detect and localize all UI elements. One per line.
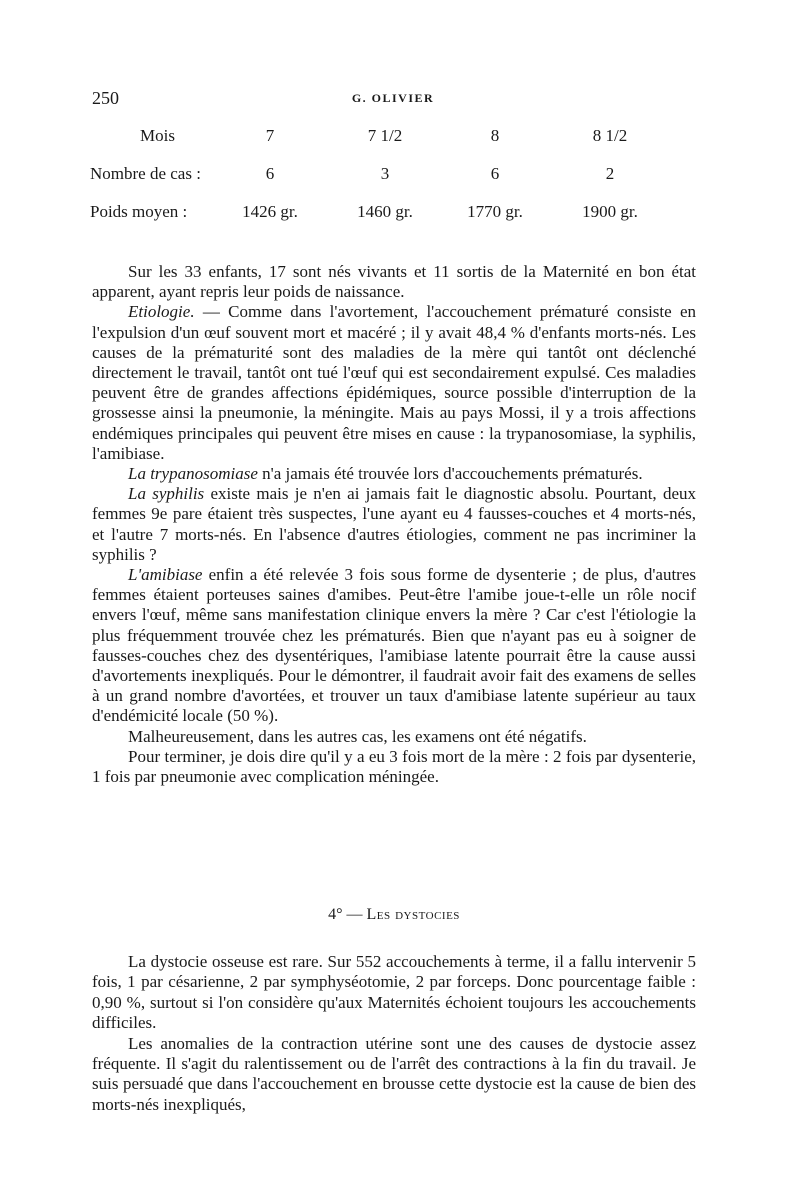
section-dash: — xyxy=(342,906,367,923)
paragraph-label: La trypanosomiase xyxy=(128,464,258,484)
paragraph xyxy=(92,302,696,464)
table-row xyxy=(90,202,710,240)
section-number: 4° xyxy=(328,906,343,923)
table-row xyxy=(90,164,710,202)
table-cell: 1426 gr. xyxy=(242,202,298,221)
table-cell: 6 xyxy=(490,164,500,183)
paragraph-label: L'amibiase xyxy=(128,565,203,585)
paragraph-text: enfin a été relevée 3 fois sous forme de dysenterie ; de plus, d'autres femmes étaient porteuses saines d'amibes. Peut-être l'amibe joue-t-elle un rôle nocif envers l'œuf, même sans manifestation clinique envers la mère ? Car c'est l'étiologie la plus fréquemment trouvée chez les prématurés. Bien que n'ayant pas eu à soigner de fausses-couches chez des dysentériques, l'amibiase latente pourrait être la cause aussi d'avortements inexpliqués. Pour le démontrer, il faudrait avoir fait des examens de selles à un grand nombre d'avortées, et trouver un taux d'amibiase latente supérieur au taux d'endémicité locale (50 %). xyxy=(92,565,696,726)
page-number: 250 xyxy=(92,88,119,108)
paragraph-label: Etiologie. xyxy=(128,302,195,322)
section-title-text: Les dystocies xyxy=(366,906,460,923)
paragraph xyxy=(92,565,696,727)
table-cell: 7 xyxy=(265,126,275,145)
body-text-section xyxy=(92,952,696,1115)
table-cell: 2 xyxy=(605,164,615,183)
paragraph: Malheureusement, dans les autres cas, les examens ont été négatifs. xyxy=(128,726,587,746)
paragraph-text: n'a jamais été trouvée lors d'accouchements prématurés. xyxy=(257,464,643,484)
body-text xyxy=(92,262,696,787)
table-cell: 1770 gr. xyxy=(467,202,523,221)
row-label: Nombre de cas : xyxy=(90,164,201,183)
table-cell: 1900 gr. xyxy=(582,202,638,221)
paragraph xyxy=(92,484,696,565)
section-heading xyxy=(92,906,696,924)
table-cell: 1460 gr. xyxy=(357,202,413,221)
paragraph-text: existe mais je n'en ai jamais fait le diagnostic absolu. Pourtant, deux femmes 9e pare étaient très suspectes, l'une ayant eu 4 fausses-couches et 4 morts-nés, et l'autre 7 morts-nés. En l'absence d'autres étiologies, comment ne pas incriminer la syphilis ? xyxy=(92,484,696,564)
paragraph: Sur les 33 enfants, 17 sont nés vivants et 11 sortis de la Maternité en bon état apparent, ayant repris leur poids de naissance. xyxy=(92,262,696,302)
running-head: G. OLIVIER xyxy=(351,91,435,105)
table-cell: 3 xyxy=(380,164,390,183)
row-label: Mois xyxy=(140,126,175,145)
table-cell: 7 1/2 xyxy=(367,126,403,145)
paragraph: La dystocie osseuse est rare. Sur 552 accouchements à terme, il a fallu intervenir 5 fois, 1 par césarienne, 2 par symphyséotomie, 2 par forceps. Donc pourcentage faible : 0,90 %, surtout si l'on considère qu'aux Maternités échoient toujours les accouchements difficiles. xyxy=(92,952,696,1033)
row-label: Poids moyen : xyxy=(90,202,188,221)
table-cell: 8 xyxy=(490,126,500,145)
paragraph-label: La syphilis xyxy=(128,484,205,504)
paragraph: Pour terminer, je dois dire qu'il y a eu 3 fois mort de la mère : 2 fois par dysenterie, 1 fois par pneumonie avec complication méningée. xyxy=(92,746,696,787)
table-cell: 6 xyxy=(265,164,275,183)
table-cell: 8 1/2 xyxy=(592,126,628,145)
paragraph: Les anomalies de la contraction utérine sont une des causes de dystocie assez fréquente. Il s'agit du ralentissement ou de l'arrêt des contractions à la fin du travail. Je suis persuadé que dans l'accouchement en brousse cette dystocie est la cause de bien des morts-nés inexpliqués, xyxy=(92,1033,696,1114)
data-table xyxy=(90,126,710,240)
table-row xyxy=(90,126,710,164)
page-header xyxy=(92,88,694,112)
paragraph-text: — Comme dans l'avortement, l'accouchement prématuré consiste en l'expulsion d'un œuf souvent mort et macéré ; il y avait 48,4 % d'enfants morts-nés. Les causes de la prématurité sont des maladies de la mère qui tantôt ont déclenché directement le travail, tantôt ont tué l'œuf qui est secondairement expulsé. Ces maladies peuvent être de grandes affections épidémiques, source possible d'interruption de la grossesse ainsi la pneumonie, la méningite. Mais au pays Mossi, il y a trois affections endémiques principales qui peuvent être mises en cause : la trypanosomiase, la syphilis, l'amibiase. xyxy=(92,302,696,463)
paragraph xyxy=(92,464,696,484)
